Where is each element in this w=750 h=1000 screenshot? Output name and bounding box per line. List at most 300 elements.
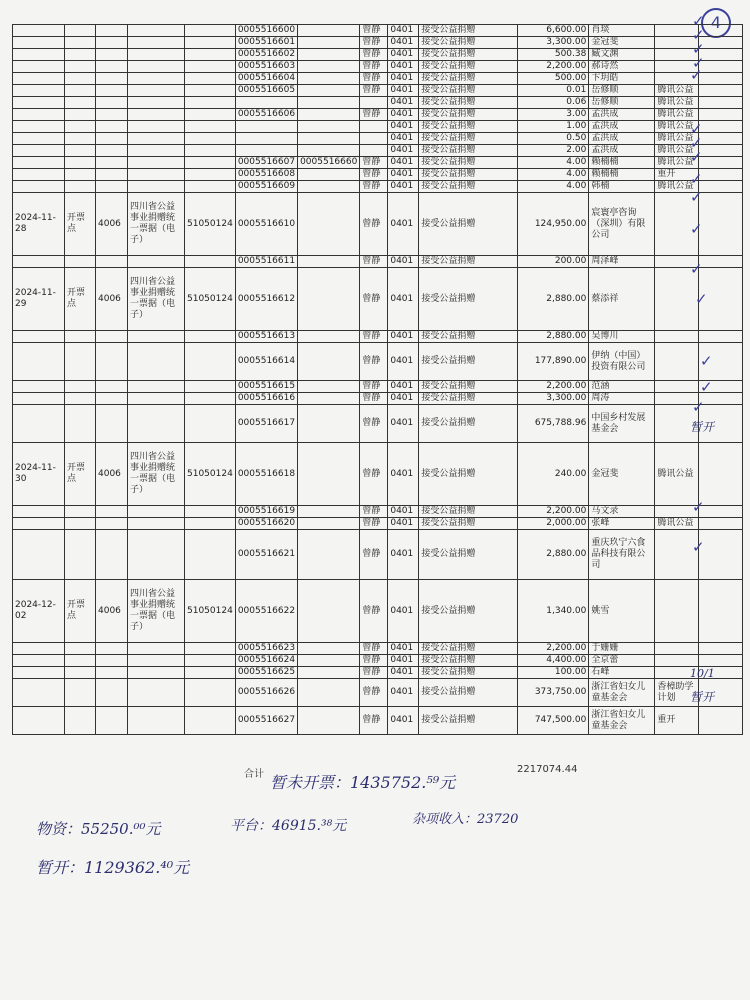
cell-num1 bbox=[96, 530, 128, 580]
cell-code: 0401 bbox=[388, 381, 419, 393]
cell-date bbox=[13, 530, 65, 580]
cell-ticket bbox=[128, 169, 185, 181]
cell-code: 0401 bbox=[388, 181, 419, 193]
cell-num2 bbox=[185, 393, 236, 405]
cell-date bbox=[13, 97, 65, 109]
cell-invoice: 0005516612 bbox=[235, 268, 297, 331]
cell-date: 2024-11-29 bbox=[13, 268, 65, 331]
cell-num2 bbox=[185, 169, 236, 181]
cell-num2 bbox=[185, 49, 236, 61]
cell-invoice: 0005516603 bbox=[235, 61, 297, 73]
cell-ticket: 四川省公益事业捐赠统一票据（电子） bbox=[128, 580, 185, 643]
cell-num2: 51050124 bbox=[185, 443, 236, 506]
cell-ticket bbox=[128, 530, 185, 580]
cell-amount: 2,200.00 bbox=[518, 643, 589, 655]
cell-channel: 腾讯公益 bbox=[655, 109, 699, 121]
check-mark: ✓ bbox=[690, 260, 703, 278]
cell-handler: 曾静 bbox=[360, 61, 388, 73]
cell-num1 bbox=[96, 331, 128, 343]
cell-ticket bbox=[128, 157, 185, 169]
cell-item: 接受公益捐赠 bbox=[419, 61, 518, 73]
cell-item: 接受公益捐赠 bbox=[419, 331, 518, 343]
cell-item: 接受公益捐赠 bbox=[419, 49, 518, 61]
cell-code: 0401 bbox=[388, 121, 419, 133]
cell-item: 接受公益捐赠 bbox=[419, 405, 518, 443]
cell-payer: 蔡添祥 bbox=[589, 268, 655, 331]
cell-invoice2 bbox=[298, 655, 360, 667]
cell-invoice: 0005516602 bbox=[235, 49, 297, 61]
cell-code: 0401 bbox=[388, 331, 419, 343]
cell-amount: 4,400.00 bbox=[518, 655, 589, 667]
cell-num1 bbox=[96, 61, 128, 73]
cell-num2 bbox=[185, 109, 236, 121]
cell-item: 接受公益捐赠 bbox=[419, 580, 518, 643]
cell-amount: 4.00 bbox=[518, 181, 589, 193]
cell-handler: 曾静 bbox=[360, 268, 388, 331]
cell-handler: 曾静 bbox=[360, 506, 388, 518]
cell-invoice2 bbox=[298, 518, 360, 530]
cell-amount: 0.01 bbox=[518, 85, 589, 97]
cell-item: 接受公益捐赠 bbox=[419, 256, 518, 268]
cell-extra bbox=[699, 97, 743, 109]
table-row bbox=[13, 193, 743, 256]
table-row bbox=[13, 393, 743, 405]
cell-date bbox=[13, 133, 65, 145]
cell-extra bbox=[699, 530, 743, 580]
cell-code: 0401 bbox=[388, 157, 419, 169]
cell-amount: 177,890.00 bbox=[518, 343, 589, 381]
cell-item: 接受公益捐赠 bbox=[419, 145, 518, 157]
cell-type: 开票点 bbox=[65, 268, 96, 331]
cell-ticket bbox=[128, 381, 185, 393]
cell-date bbox=[13, 518, 65, 530]
cell-payer: 浙江省妇女儿童基金会 bbox=[589, 707, 655, 735]
cell-handler: 曾静 bbox=[360, 109, 388, 121]
cell-date bbox=[13, 121, 65, 133]
cell-invoice2 bbox=[298, 667, 360, 679]
cell-code: 0401 bbox=[388, 393, 419, 405]
check-mark: ✓ bbox=[692, 26, 705, 44]
cell-amount: 4.00 bbox=[518, 157, 589, 169]
cell-invoice: 0005516624 bbox=[235, 655, 297, 667]
cell-code: 0401 bbox=[388, 133, 419, 145]
cell-payer: 张峰 bbox=[589, 518, 655, 530]
cell-num1 bbox=[96, 506, 128, 518]
cell-handler: 曾静 bbox=[360, 518, 388, 530]
cell-invoice2 bbox=[298, 37, 360, 49]
cell-num2 bbox=[185, 506, 236, 518]
cell-extra bbox=[699, 443, 743, 506]
cell-extra bbox=[699, 121, 743, 133]
table-row bbox=[13, 133, 743, 145]
cell-extra bbox=[699, 49, 743, 61]
cell-payer: 宸寰亭咨询（深圳）有限公司 bbox=[589, 193, 655, 256]
table-row bbox=[13, 506, 743, 518]
cell-ticket bbox=[128, 109, 185, 121]
cell-invoice2 bbox=[298, 580, 360, 643]
cell-ticket bbox=[128, 97, 185, 109]
cell-code: 0401 bbox=[388, 37, 419, 49]
table-row bbox=[13, 679, 743, 707]
cell-extra bbox=[699, 580, 743, 643]
cell-amount: 240.00 bbox=[518, 443, 589, 506]
cell-invoice2 bbox=[298, 193, 360, 256]
cell-type bbox=[65, 393, 96, 405]
cell-invoice: 0005516616 bbox=[235, 393, 297, 405]
cell-ticket bbox=[128, 145, 185, 157]
cell-amount: 747,500.00 bbox=[518, 707, 589, 735]
cell-amount: 100.00 bbox=[518, 667, 589, 679]
cell-ticket: 四川省公益事业捐赠统一票据（电子） bbox=[128, 193, 185, 256]
cell-type bbox=[65, 169, 96, 181]
cell-num1 bbox=[96, 518, 128, 530]
cell-handler bbox=[360, 145, 388, 157]
cell-extra bbox=[699, 109, 743, 121]
cell-invoice: 0005516606 bbox=[235, 109, 297, 121]
check-mark: ✓ bbox=[690, 148, 703, 166]
cell-date bbox=[13, 145, 65, 157]
cell-invoice: 0005516601 bbox=[235, 37, 297, 49]
cell-code: 0401 bbox=[388, 643, 419, 655]
cell-invoice2 bbox=[298, 506, 360, 518]
cell-num1 bbox=[96, 97, 128, 109]
cell-num1 bbox=[96, 643, 128, 655]
cell-invoice2 bbox=[298, 61, 360, 73]
cell-payer: 肖琰 bbox=[589, 25, 655, 37]
cell-amount: 2,200.00 bbox=[518, 506, 589, 518]
table-row bbox=[13, 97, 743, 109]
cell-item: 接受公益捐赠 bbox=[419, 109, 518, 121]
cell-amount: 2,880.00 bbox=[518, 331, 589, 343]
cell-type bbox=[65, 85, 96, 97]
cell-date bbox=[13, 181, 65, 193]
cell-num2 bbox=[185, 343, 236, 381]
cell-ticket bbox=[128, 518, 185, 530]
cell-handler: 曾静 bbox=[360, 393, 388, 405]
cell-item: 接受公益捐赠 bbox=[419, 679, 518, 707]
cell-code: 0401 bbox=[388, 506, 419, 518]
cell-invoice: 0005516627 bbox=[235, 707, 297, 735]
table-row bbox=[13, 268, 743, 331]
cell-type bbox=[65, 256, 96, 268]
cell-amount: 0.50 bbox=[518, 133, 589, 145]
check-mark: ✓ bbox=[690, 66, 703, 84]
check-mark: ✓ bbox=[692, 40, 705, 58]
cell-channel: 腾讯公益 bbox=[655, 133, 699, 145]
cell-payer: 重庆玖宁六食品科技有限公司 bbox=[589, 530, 655, 580]
cell-num2 bbox=[185, 643, 236, 655]
cell-num2 bbox=[185, 97, 236, 109]
cell-payer: 于姗姗 bbox=[589, 643, 655, 655]
table-row bbox=[13, 109, 743, 121]
cell-extra bbox=[699, 256, 743, 268]
handwritten-platform: 平台：46915.³⁸元 bbox=[230, 818, 347, 834]
cell-code: 0401 bbox=[388, 97, 419, 109]
cell-amount: 1,340.00 bbox=[518, 580, 589, 643]
cell-invoice2 bbox=[298, 381, 360, 393]
cell-num1: 4006 bbox=[96, 268, 128, 331]
cell-item: 接受公益捐赠 bbox=[419, 157, 518, 169]
cell-invoice: 0005516617 bbox=[235, 405, 297, 443]
cell-ticket bbox=[128, 25, 185, 37]
cell-num1 bbox=[96, 37, 128, 49]
check-mark: ✓ bbox=[700, 352, 713, 370]
cell-ticket bbox=[128, 655, 185, 667]
cell-handler: 曾静 bbox=[360, 169, 388, 181]
table-row bbox=[13, 443, 743, 506]
handwritten-side-note: 暂开 bbox=[690, 690, 715, 704]
cell-amount: 2,200.00 bbox=[518, 61, 589, 73]
cell-payer: 孟洪成 bbox=[589, 133, 655, 145]
cell-invoice2 bbox=[298, 85, 360, 97]
cell-num1 bbox=[96, 73, 128, 85]
cell-ticket: 四川省公益事业捐赠统一票据（电子） bbox=[128, 443, 185, 506]
cell-code: 0401 bbox=[388, 655, 419, 667]
cell-invoice: 0005516622 bbox=[235, 580, 297, 643]
cell-date bbox=[13, 85, 65, 97]
cell-channel: 腾讯公益 bbox=[655, 443, 699, 506]
cell-channel: 腾讯公益 bbox=[655, 157, 699, 169]
cell-channel: 腾讯公益 bbox=[655, 518, 699, 530]
table-row bbox=[13, 49, 743, 61]
cell-item: 接受公益捐赠 bbox=[419, 268, 518, 331]
cell-invoice2 bbox=[298, 256, 360, 268]
cell-handler: 曾静 bbox=[360, 37, 388, 49]
cell-code: 0401 bbox=[388, 518, 419, 530]
cell-date bbox=[13, 655, 65, 667]
cell-num1 bbox=[96, 25, 128, 37]
cell-code: 0401 bbox=[388, 145, 419, 157]
table-row bbox=[13, 145, 743, 157]
cell-code: 0401 bbox=[388, 707, 419, 735]
cell-item: 接受公益捐赠 bbox=[419, 393, 518, 405]
cell-invoice: 0005516604 bbox=[235, 73, 297, 85]
cell-code: 0401 bbox=[388, 443, 419, 506]
cell-num1 bbox=[96, 157, 128, 169]
cell-invoice2 bbox=[298, 25, 360, 37]
cell-code: 0401 bbox=[388, 405, 419, 443]
cell-invoice bbox=[235, 121, 297, 133]
cell-amount: 3,300.00 bbox=[518, 37, 589, 49]
cell-code: 0401 bbox=[388, 61, 419, 73]
cell-extra bbox=[699, 169, 743, 181]
cell-num2 bbox=[185, 73, 236, 85]
cell-payer: 中国乡村发展基金会 bbox=[589, 405, 655, 443]
cell-num1 bbox=[96, 49, 128, 61]
cell-date bbox=[13, 37, 65, 49]
cell-date bbox=[13, 405, 65, 443]
cell-handler: 曾静 bbox=[360, 679, 388, 707]
cell-payer: 周涛 bbox=[589, 393, 655, 405]
cell-item: 接受公益捐赠 bbox=[419, 193, 518, 256]
cell-date bbox=[13, 73, 65, 85]
handwritten-side-note: 暂开 bbox=[690, 420, 715, 434]
cell-num2 bbox=[185, 518, 236, 530]
cell-payer: 韩楠 bbox=[589, 181, 655, 193]
cell-extra bbox=[699, 193, 743, 256]
table-row bbox=[13, 655, 743, 667]
cell-amount: 0.06 bbox=[518, 97, 589, 109]
cell-invoice: 0005516619 bbox=[235, 506, 297, 518]
cell-code: 0401 bbox=[388, 169, 419, 181]
cell-item: 接受公益捐赠 bbox=[419, 85, 518, 97]
cell-ticket bbox=[128, 331, 185, 343]
cell-num2 bbox=[185, 85, 236, 97]
cell-date bbox=[13, 707, 65, 735]
cell-num1 bbox=[96, 393, 128, 405]
cell-num1 bbox=[96, 667, 128, 679]
cell-num2 bbox=[185, 157, 236, 169]
cell-invoice2 bbox=[298, 133, 360, 145]
cell-item: 接受公益捐赠 bbox=[419, 73, 518, 85]
cell-invoice2 bbox=[298, 343, 360, 381]
cell-payer: 姚雪 bbox=[589, 580, 655, 643]
cell-amount: 4.00 bbox=[518, 169, 589, 181]
cell-item: 接受公益捐赠 bbox=[419, 667, 518, 679]
table-row bbox=[13, 667, 743, 679]
cell-extra bbox=[699, 145, 743, 157]
cell-invoice2 bbox=[298, 145, 360, 157]
total-value: 2217074.44 bbox=[517, 764, 578, 775]
table-row bbox=[13, 530, 743, 580]
cell-invoice2 bbox=[298, 331, 360, 343]
cell-num1 bbox=[96, 405, 128, 443]
cell-type bbox=[65, 343, 96, 381]
cell-amount: 1.00 bbox=[518, 121, 589, 133]
cell-invoice2 bbox=[298, 405, 360, 443]
cell-payer: 伊纳（中国）投资有限公司 bbox=[589, 343, 655, 381]
cell-type bbox=[65, 530, 96, 580]
table-row bbox=[13, 85, 743, 97]
cell-type bbox=[65, 667, 96, 679]
cell-payer: 孟洪成 bbox=[589, 109, 655, 121]
cell-code: 0401 bbox=[388, 109, 419, 121]
cell-num1 bbox=[96, 181, 128, 193]
cell-num2: 51050124 bbox=[185, 580, 236, 643]
cell-amount: 2.00 bbox=[518, 145, 589, 157]
cell-type bbox=[65, 679, 96, 707]
cell-num1 bbox=[96, 256, 128, 268]
cell-num1 bbox=[96, 133, 128, 145]
cell-num2 bbox=[185, 381, 236, 393]
cell-ticket bbox=[128, 61, 185, 73]
cell-invoice bbox=[235, 145, 297, 157]
cell-handler: 曾静 bbox=[360, 443, 388, 506]
cell-invoice: 0005516626 bbox=[235, 679, 297, 707]
cell-ticket: 四川省公益事业捐赠统一票据（电子） bbox=[128, 268, 185, 331]
cell-num1 bbox=[96, 679, 128, 707]
cell-ticket bbox=[128, 343, 185, 381]
cell-invoice2 bbox=[298, 443, 360, 506]
cell-handler: 曾静 bbox=[360, 655, 388, 667]
cell-date bbox=[13, 169, 65, 181]
cell-invoice2 bbox=[298, 530, 360, 580]
cell-date bbox=[13, 667, 65, 679]
cell-payer: 赖楠楠 bbox=[589, 157, 655, 169]
cell-num1: 4006 bbox=[96, 193, 128, 256]
cell-payer: 臧文渊 bbox=[589, 49, 655, 61]
cell-num1 bbox=[96, 707, 128, 735]
check-mark: ✓ bbox=[692, 12, 705, 30]
cell-amount: 2,880.00 bbox=[518, 530, 589, 580]
cell-date bbox=[13, 381, 65, 393]
donation-ledger-table bbox=[12, 24, 743, 735]
cell-item: 接受公益捐赠 bbox=[419, 655, 518, 667]
cell-date bbox=[13, 343, 65, 381]
check-mark: ✓ bbox=[700, 378, 713, 396]
cell-num2: 51050124 bbox=[185, 193, 236, 256]
table-row bbox=[13, 343, 743, 381]
cell-invoice2 bbox=[298, 643, 360, 655]
cell-code: 0401 bbox=[388, 73, 419, 85]
cell-num2 bbox=[185, 133, 236, 145]
table-row bbox=[13, 61, 743, 73]
cell-channel bbox=[655, 331, 699, 343]
cell-invoice2 bbox=[298, 393, 360, 405]
cell-payer: 郝诗然 bbox=[589, 61, 655, 73]
cell-handler: 曾静 bbox=[360, 331, 388, 343]
cell-payer: 岳修顺 bbox=[589, 85, 655, 97]
cell-amount: 124,950.00 bbox=[518, 193, 589, 256]
cell-date bbox=[13, 109, 65, 121]
cell-handler bbox=[360, 97, 388, 109]
cell-date bbox=[13, 49, 65, 61]
cell-item: 接受公益捐赠 bbox=[419, 37, 518, 49]
cell-extra bbox=[699, 37, 743, 49]
cell-type bbox=[65, 643, 96, 655]
cell-type bbox=[65, 655, 96, 667]
cell-invoice2 bbox=[298, 679, 360, 707]
cell-invoice bbox=[235, 97, 297, 109]
cell-item: 接受公益捐赠 bbox=[419, 97, 518, 109]
cell-invoice2 bbox=[298, 97, 360, 109]
cell-extra bbox=[699, 643, 743, 655]
cell-ticket bbox=[128, 181, 185, 193]
table-row bbox=[13, 121, 743, 133]
cell-type bbox=[65, 181, 96, 193]
cell-item: 接受公益捐赠 bbox=[419, 530, 518, 580]
cell-date bbox=[13, 643, 65, 655]
check-mark: ✓ bbox=[692, 498, 705, 516]
cell-channel: 腾讯公益 bbox=[655, 85, 699, 97]
cell-date bbox=[13, 506, 65, 518]
handwritten-not-issued: 暂未开票：1435752.⁵⁹元 bbox=[270, 773, 456, 792]
cell-handler: 曾静 bbox=[360, 707, 388, 735]
cell-handler bbox=[360, 133, 388, 145]
cell-num2 bbox=[185, 707, 236, 735]
cell-type bbox=[65, 506, 96, 518]
cell-handler: 曾静 bbox=[360, 667, 388, 679]
check-mark: ✓ bbox=[695, 290, 708, 308]
cell-amount: 200.00 bbox=[518, 256, 589, 268]
cell-amount: 500.00 bbox=[518, 73, 589, 85]
cell-extra bbox=[699, 506, 743, 518]
cell-type bbox=[65, 97, 96, 109]
cell-num1 bbox=[96, 85, 128, 97]
cell-ticket bbox=[128, 405, 185, 443]
cell-type bbox=[65, 25, 96, 37]
cell-invoice2 bbox=[298, 181, 360, 193]
table-row bbox=[13, 181, 743, 193]
cell-amount: 373,750.00 bbox=[518, 679, 589, 707]
cell-channel: 腾讯公益 bbox=[655, 121, 699, 133]
cell-num2 bbox=[185, 181, 236, 193]
cell-payer: 孟洪成 bbox=[589, 121, 655, 133]
cell-handler: 曾静 bbox=[360, 73, 388, 85]
cell-ticket bbox=[128, 73, 185, 85]
cell-payer: 周泽峰 bbox=[589, 256, 655, 268]
cell-invoice: 0005516625 bbox=[235, 667, 297, 679]
